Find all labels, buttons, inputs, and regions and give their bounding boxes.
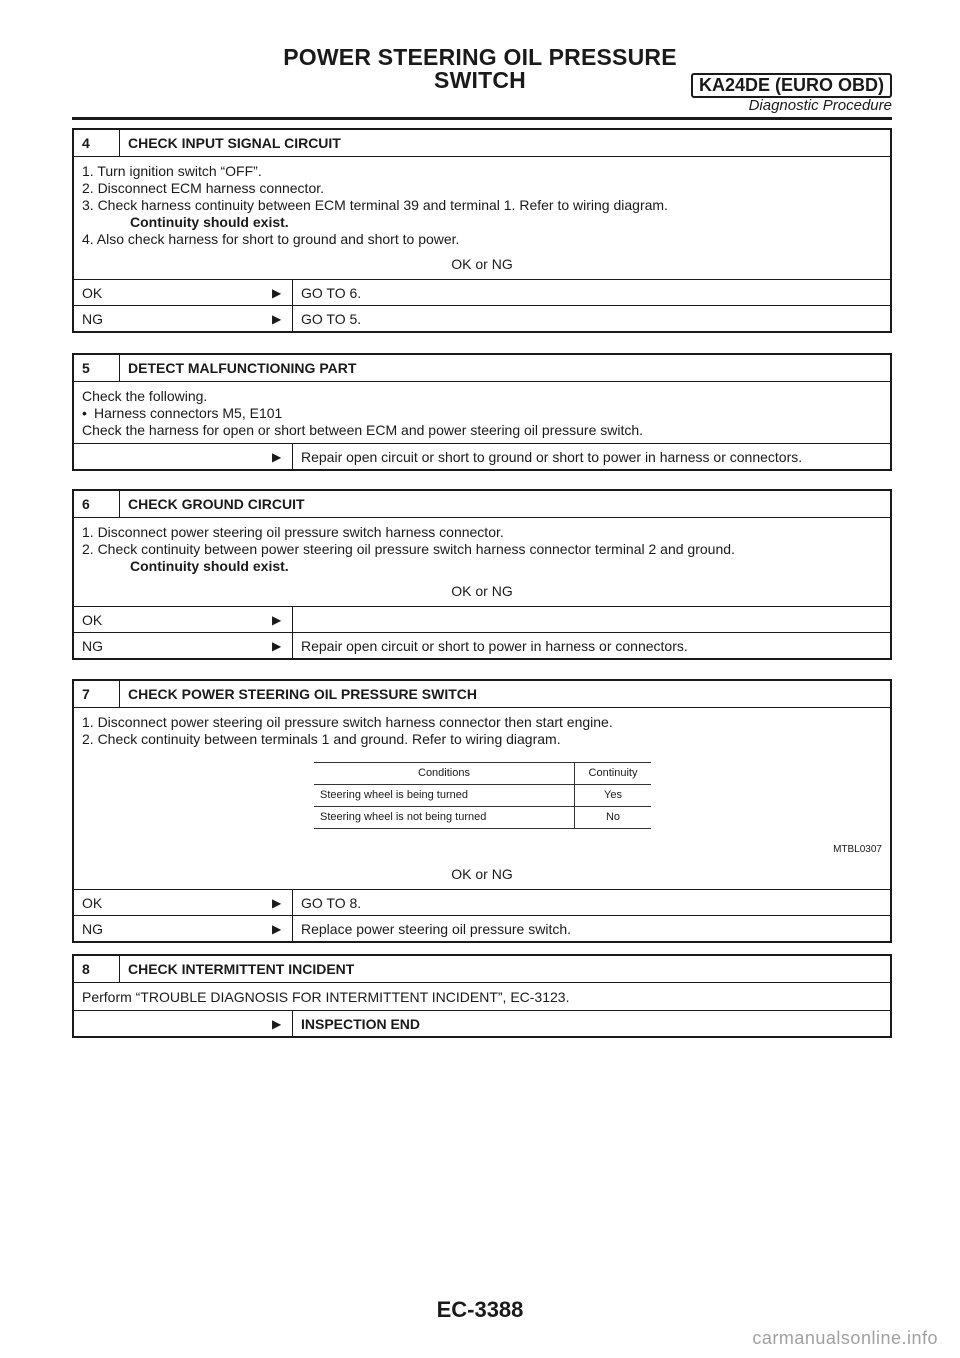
result-label: NG: [82, 920, 103, 937]
result-action: Repair open circuit or short to power in harness or connectors.: [292, 633, 890, 658]
result-label: OK: [82, 284, 103, 301]
result-row: [74, 444, 890, 469]
bullet-icon: •: [82, 405, 87, 421]
step-header: [74, 681, 890, 708]
result-action: GO TO 6.: [292, 280, 890, 305]
arrow-right-icon: ▶: [272, 1016, 282, 1031]
step-number: 8: [74, 956, 120, 982]
step-header: [74, 491, 890, 518]
watermark: carmanualsonline.info: [752, 1328, 938, 1348]
table-header-row: [314, 763, 651, 785]
result-label: NG: [82, 637, 103, 654]
bullet-text: Harness connectors M5, E101: [94, 405, 283, 421]
result-action: GO TO 5.: [292, 306, 890, 331]
result-row-ok: [74, 607, 890, 633]
ok-or-ng-label: OK or NG: [451, 256, 513, 272]
step-7-block: [72, 679, 892, 943]
instruction-line: 1. Disconnect power steering oil pressure switch harness connector then start engine.: [82, 714, 613, 730]
step-header: [74, 956, 890, 983]
step-header: [74, 130, 890, 157]
instruction-line: 2. Disconnect ECM harness connector.: [82, 180, 325, 196]
column-header: Conditions: [314, 763, 575, 785]
step-5-block: [72, 353, 892, 471]
arrow-right-icon: ▶: [272, 285, 282, 300]
header-rule: [72, 117, 892, 120]
result-row: [74, 1011, 890, 1036]
engine-badge: KA24DE (EURO OBD): [691, 73, 892, 98]
result-action: [292, 607, 890, 632]
bullet-item: [82, 405, 882, 422]
instruction-line: 2. Check continuity between terminals 1 and ground. Refer to wiring diagram.: [82, 731, 561, 747]
step-6-block: [72, 489, 892, 660]
result-row-ng: [74, 916, 890, 941]
spec-note: Continuity should exist.: [130, 214, 289, 230]
step-number: 7: [74, 681, 120, 707]
step-body: [74, 518, 890, 607]
step-title: CHECK INPUT SIGNAL CIRCUIT: [128, 135, 341, 151]
instruction-line: 1. Disconnect power steering oil pressure switch harness connector.: [82, 524, 504, 540]
step-number: 6: [74, 491, 120, 517]
step-header: [74, 355, 890, 382]
instruction-line: Perform “TROUBLE DIAGNOSIS FOR INTERMITTENT INCIDENT”, EC-3123.: [82, 989, 570, 1005]
table-row: [314, 807, 651, 829]
step-body: [74, 382, 890, 444]
step-4-block: [72, 128, 892, 333]
step-title: DETECT MALFUNCTIONING PART: [128, 360, 357, 376]
title-line-2: SWITCH: [434, 67, 526, 93]
step-8-block: [72, 954, 892, 1038]
figure-id: MTBL0307: [833, 844, 882, 855]
result-row-ng: [74, 306, 890, 331]
arrow-right-icon: ▶: [272, 449, 282, 464]
result-label: NG: [82, 310, 103, 327]
step-title: CHECK GROUND CIRCUIT: [128, 496, 305, 512]
instruction-line: 2. Check continuity between power steering oil pressure switch harness connector terminal 2 and ground.: [82, 541, 735, 557]
continuity-table: [314, 762, 651, 829]
instruction-line: 1. Turn ignition switch “OFF”.: [82, 163, 262, 179]
page-number: EC-3388: [436, 1297, 524, 1322]
result-row-ok: [74, 890, 890, 916]
result-action: Replace power steering oil pressure switch.: [292, 916, 890, 941]
instruction-line: Check the harness for open or short between ECM and power steering oil pressure switch.: [82, 422, 644, 438]
result-action: GO TO 8.: [292, 890, 890, 915]
step-number: 4: [74, 130, 120, 156]
table-cell: Steering wheel is being turned: [314, 785, 575, 807]
ok-or-ng-label: OK or NG: [451, 866, 513, 882]
section-subtitle: Diagnostic Procedure: [748, 97, 892, 114]
page-title: [280, 46, 680, 92]
step-title: CHECK INTERMITTENT INCIDENT: [128, 961, 355, 977]
step-body: [74, 983, 890, 1011]
instruction-line: 4. Also check harness for short to ground and short to power.: [82, 231, 460, 247]
step-body: [74, 708, 890, 890]
table-cell: Yes: [575, 785, 652, 807]
result-label: OK: [82, 611, 103, 628]
result-label: OK: [82, 894, 103, 911]
spec-note: Continuity should exist.: [130, 558, 289, 574]
result-row-ng: [74, 633, 890, 658]
instruction-line: Check the following.: [82, 388, 208, 404]
result-row-ok: [74, 280, 890, 306]
column-header: Continuity: [575, 763, 652, 785]
ok-or-ng-label: OK or NG: [451, 583, 513, 599]
step-number: 5: [74, 355, 120, 381]
arrow-right-icon: ▶: [272, 638, 282, 653]
arrow-right-icon: ▶: [272, 921, 282, 936]
arrow-right-icon: ▶: [272, 612, 282, 627]
instruction-line: 3. Check harness continuity between ECM terminal 39 and terminal 1. Refer to wiring diagram.: [82, 197, 668, 213]
result-action: INSPECTION END: [292, 1011, 890, 1036]
step-body: [74, 157, 890, 280]
arrow-right-icon: ▶: [272, 895, 282, 910]
table-cell: Steering wheel is not being turned: [314, 807, 575, 829]
table-row: [314, 785, 651, 807]
title-line-1: POWER STEERING OIL PRESSURE: [283, 44, 677, 70]
result-action: Repair open circuit or short to ground or short to power in harness or connectors.: [292, 444, 890, 469]
step-title: CHECK POWER STEERING OIL PRESSURE SWITCH: [128, 686, 477, 702]
table-cell: No: [575, 807, 652, 829]
arrow-right-icon: ▶: [272, 311, 282, 326]
